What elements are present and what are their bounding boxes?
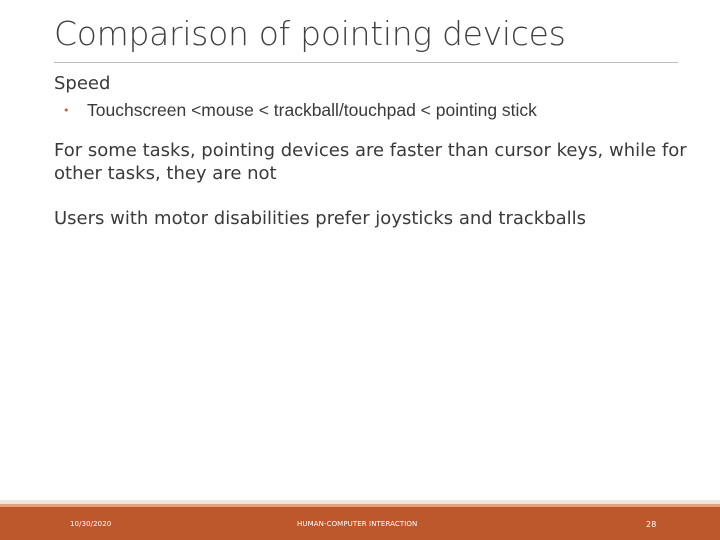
footer-course-title: HUMAN-COMPUTER INTERACTION (297, 520, 418, 528)
bullet-icon: • (63, 104, 70, 117)
footer-bar (0, 504, 720, 540)
speed-heading: Speed (54, 73, 111, 94)
tasks-paragraph: For some tasks, pointing devices are faster than cursor keys, while for other tasks, they are not (54, 140, 687, 184)
page-number: 28 (646, 520, 657, 529)
speed-bullet-item (63, 99, 694, 121)
disabilities-paragraph: Users with motor disabilities prefer joysticks and trackballs (54, 208, 587, 229)
title-divider (54, 62, 678, 63)
slide-title: Comparison of pointing devices (54, 14, 566, 53)
slide-body (54, 72, 694, 230)
speed-ranking-text: Touchscreen <mouse < trackball/touchpad < pointing stick (87, 100, 537, 120)
footer-date: 10/30/2020 (70, 520, 112, 528)
